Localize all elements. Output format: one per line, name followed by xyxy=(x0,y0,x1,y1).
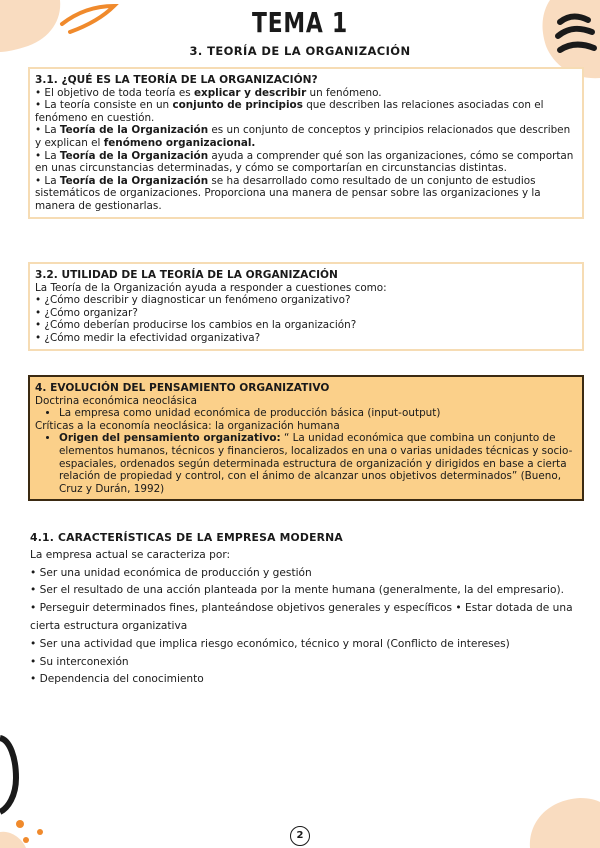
page-title: TEMA 1 xyxy=(252,6,348,39)
section-4-line-2: Críticas a la economía neoclásica: la organización humana xyxy=(35,419,340,432)
section-4-list-2 xyxy=(35,432,577,495)
list-item: • Perseguir determinados fines, planteándose objetivos generales y específicos • Estar dotada de una cierta estructura organizativa xyxy=(30,602,573,632)
list-item: • Ser una unidad económica de producción y gestión xyxy=(30,566,312,579)
section-4-1 xyxy=(30,529,575,689)
bottom-right-blob-decoration xyxy=(520,788,600,848)
bullet-3-1-2: • La teoría consiste en un conjunto de principios que describen las relaciones asociadas con el fenómeno en cuestión. xyxy=(35,99,544,124)
bullet-3-1-1: • El objetivo de toda teoría es explicar y describir un fenómeno. xyxy=(35,86,382,99)
list-item: • ¿Cómo organizar? xyxy=(35,306,138,319)
section-3-1-heading: 3.1. ¿QUÉ ES LA TEORÍA DE LA ORGANIZACIÓN? xyxy=(35,74,318,86)
list-item: • Dependencia del conocimiento xyxy=(30,673,204,686)
bullet-3-1-4: • La Teoría de la Organización ayuda a comprender qué son las organizaciones, cómo se comportan en unas circunstancias determinadas, y cómo se comportarían en circunstancias distintas. xyxy=(35,149,574,175)
section-3-2-box xyxy=(28,262,584,351)
section-4-heading: 4. EVOLUCIÓN DEL PENSAMIENTO ORGANIZATIVO xyxy=(35,382,330,394)
list-item: • ¿Cómo deberían producirse los cambios en la organización? xyxy=(35,319,357,332)
list-item: • Su interconexión xyxy=(30,655,129,668)
section-3-2-heading: 3.2. UTILIDAD DE LA TEORÍA DE LA ORGANIZACIÓN xyxy=(35,269,338,281)
section-subtitle: 3. TEORÍA DE LA ORGANIZACIÓN xyxy=(189,44,411,58)
bottom-left-decoration xyxy=(0,728,60,848)
list-item: • ¿Cómo describir y diagnosticar un fenómeno organizativo? xyxy=(35,294,351,307)
section-3-2-intro: La Teoría de la Organización ayuda a responder a cuestiones como: xyxy=(35,281,387,294)
list-item: • La empresa como unidad económica de producción básica (input-output) xyxy=(59,407,577,420)
bullet-3-1-5: • La Teoría de la Organización se ha desarrollado como resultado de un conjunto de estudios sistemáticos de organizaciones. Proporciona una manera de pensar sobre las organizaciones y la manera de gestionarlas. xyxy=(35,174,541,212)
section-4-box xyxy=(28,375,584,501)
list-item: • Ser el resultado de una acción planteada por la mente humana (generalmente, la del empresario). xyxy=(30,584,564,597)
section-4-line-1: Doctrina económica neoclásica xyxy=(35,394,198,407)
section-4-1-intro: La empresa actual se caracteriza por: xyxy=(30,548,231,561)
section-4-1-heading: 4.1. CARACTERÍSTICAS DE LA EMPRESA MODERNA xyxy=(30,531,343,544)
bullet-3-1-3: • La Teoría de la Organización es un conjunto de conceptos y principios relacionados que describen y explican el fenómeno organizacional. xyxy=(35,124,571,149)
list-item: • Origen del pensamiento organizativo: “ La unidad económica que combina un conjunto de elementos humanos, técnicos y financieros, localizados en una o varias unidades técnicas y socio-espaciales, ordenados según determinada estructura de organización y dirigidos en base a cierta relación de propiedad y control, con el ánimo de alcanzar unos objetivos determinados” (Bueno, Cruz y Durán, 1992) xyxy=(59,432,577,495)
list-item: • ¿Cómo medir la efectividad organizativa? xyxy=(35,331,261,344)
section-4-list-1 xyxy=(35,407,577,420)
section-3-1-box xyxy=(28,67,584,219)
page-number: 2 xyxy=(290,826,310,846)
list-item: • Ser una actividad que implica riesgo económico, técnico y moral (Conflicto de intereses) xyxy=(30,637,510,650)
